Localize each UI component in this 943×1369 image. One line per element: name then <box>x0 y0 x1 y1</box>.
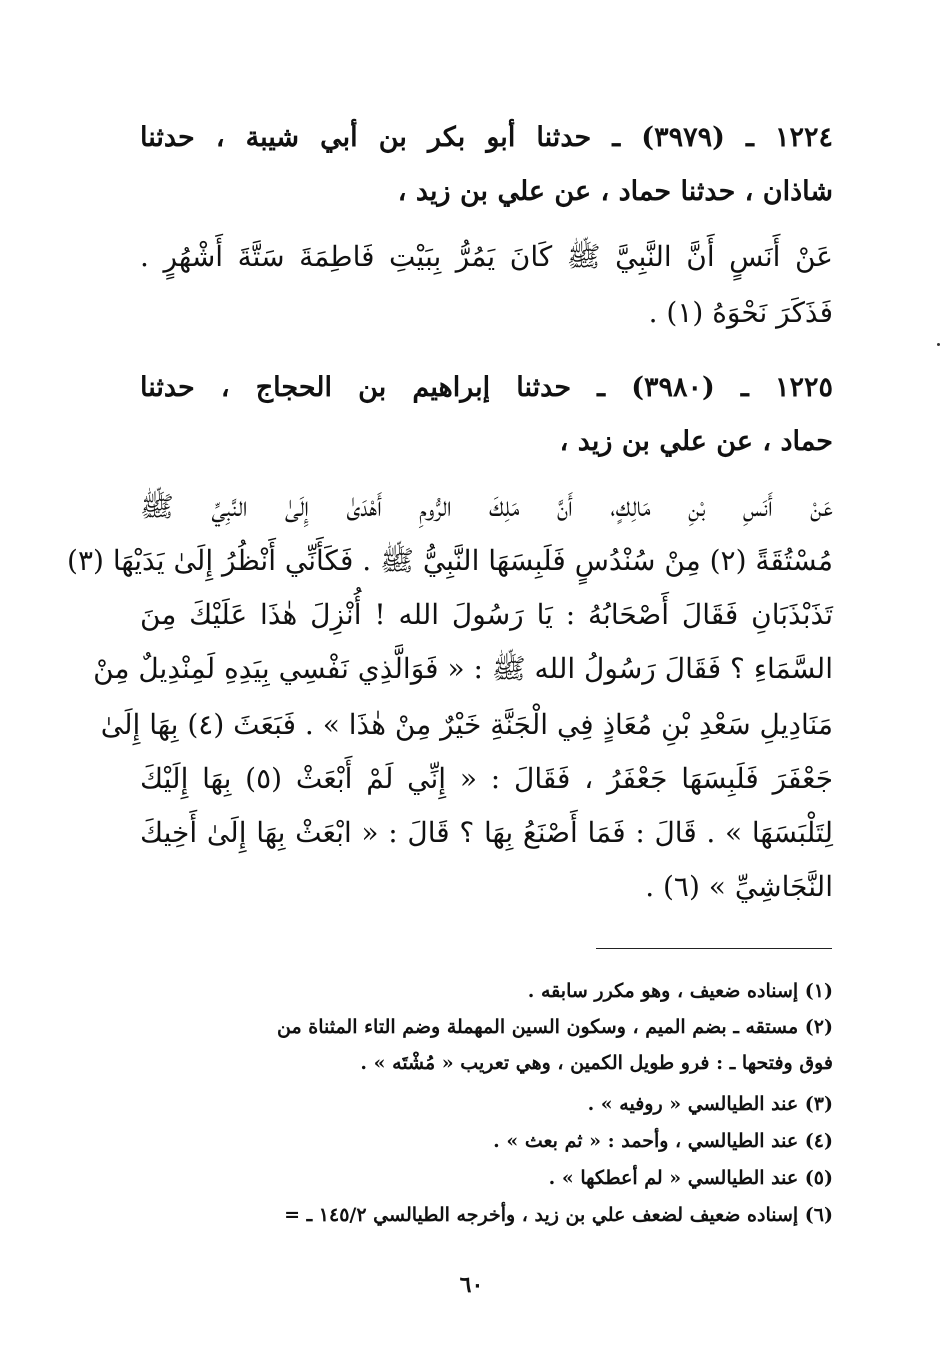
matn-line: تَذَبْذَبَانِ فَقَالَ أَصْحَابُهُ : يَا رَسُولَ الله ! أُنْزِلَ هٰذَا عَلَيْكَ مِنَ <box>140 598 833 631</box>
matn-line: لِتَلْبَسَهَا » . قَالَ : فَمَا أَصْنَعُ بِهَا ؟ قَالَ : « ابْعَثْ بِهَا إِلَىٰ أَخِيكَ <box>140 816 834 849</box>
isnad-line: حماد ، عن علي بن زيد ، <box>559 426 833 457</box>
footnote-5: (٥) عند الطيالسي « لم أعطكها » . <box>548 1167 833 1189</box>
matn-line: عَنْ أَنَسِ بْنِ مَالِكٍ، أَنَّ مَلِكَ الرُّومِ أَهْدَىٰ إِلَىٰ النَّبِيِّ ﷺ <box>140 490 833 523</box>
isnad-line: ١٢٢٥ ـ (٣٩٨٠) ـ حدثنا إبراهيم بن الحجاج ، حدثنا <box>140 372 833 403</box>
matn-line: النَّجَاشِيِّ » (٦) . <box>645 870 833 903</box>
matn-line: السَّمَاءِ ؟ فَقَالَ رَسُولُ الله ﷺ : « فَوَالَّذِي نَفْسِي بِيَدِهِ لَمِنْدِيلٌ مِنْ <box>93 652 833 685</box>
matn-line: جَعْفَرَ فَلَبِسَهَا جَعْفَرُ ، فَقَالَ : « إِنِّي لَمْ أَبْعَثْ (٥) بِهَا إِلَيْكَ <box>140 762 834 795</box>
scan-speck <box>937 343 940 346</box>
matn-line: مَنَادِيلِ سَعْدِ بْنِ مُعَاذٍ فِي الْجَنَّةِ خَيْرٌ مِنْ هٰذَا » . فَبَعَثَ (٤) بِهَا إِلَىٰ <box>100 708 833 741</box>
matn-line: مُسْتُقَةً (٢) مِنْ سُنْدُسٍ فَلَبِسَهَا النَّبِيُّ ﷺ . فَكَأَنِّي أَنْظُرُ إِلَىٰ يَدَيْهَا (٣) <box>67 544 833 577</box>
footnote-2: (٢) مستقه ـ بضم الميم ، وسكون السين المهملة وضم التاء المثناة من <box>276 1016 833 1038</box>
isnad-line: ١٢٢٤ ـ (٣٩٧٩) ـ حدثنا أبو بكر بن أبي شيبة ، حدثنا <box>140 122 833 153</box>
matn-line: فَذَكَرَ نَحْوَهُ (١) . <box>648 296 833 329</box>
matn-line: عَنْ أَنَسٍ أَنَّ النَّبِيَّ ﷺ كَانَ يَمُرُّ بِبَيْتِ فَاطِمَةَ سَتَّةَ أَشْهُرٍ . <box>140 240 833 273</box>
isnad-line: شاذان ، حدثنا حماد ، عن علي بن زيد ، <box>397 176 833 207</box>
footnote-1: (١) إسناده ضعيف ، وهو مكرر سابقه . <box>527 980 833 1002</box>
page-number: ٦٠ <box>459 1272 484 1298</box>
footnote-6: (٦) إسناده ضعيف لضعف علي بن زيد ، وأخرجه الطيالسي ١٤٥/٢ ـ = <box>284 1204 833 1226</box>
footnote-4: (٤) عند الطيالسي ، وأحمد : « ثم بعث » . <box>493 1130 833 1152</box>
footnote-2-continued: فوق وفتحها ـ : فرو طويل الكمين ، وهي تعريب « مُشْتَه » . <box>360 1052 833 1074</box>
footnote-separator <box>596 948 832 949</box>
footnote-3: (٣) عند الطيالسي « روفيه » . <box>587 1093 833 1115</box>
